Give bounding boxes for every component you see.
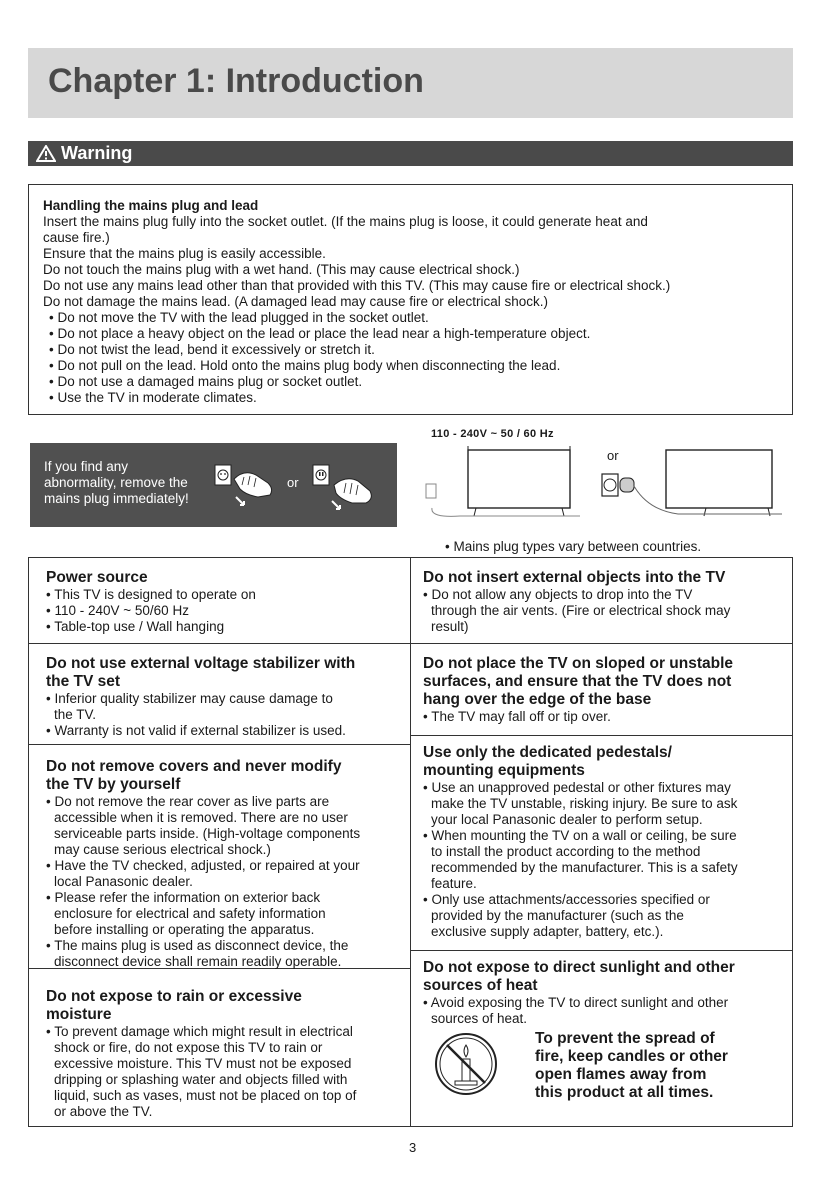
heading-line: sources of heat	[423, 977, 538, 994]
text-line: make the TV unstable, risking injury. Be sure to ask	[431, 796, 738, 811]
covers-section	[46, 758, 360, 970]
heading-line: mounting equipments	[423, 762, 585, 779]
section-text	[423, 780, 738, 940]
section-heading	[46, 655, 355, 691]
heading-line: Do not place the TV on sloped or unstable	[423, 655, 734, 672]
text-line: • This TV is designed to operate on	[46, 587, 256, 602]
pedestals-section	[423, 744, 738, 940]
row-divider	[410, 950, 792, 951]
text-line: your local Panasonic dealer to perform setup.	[431, 812, 703, 827]
heading-line: Do not expose to rain or excessive	[46, 988, 302, 1005]
text-line: • Table-top use / Wall hanging	[46, 619, 225, 634]
text-line: serviceable parts inside. (High-voltage components	[54, 826, 361, 841]
unplug-hand-icon	[214, 463, 282, 511]
candle-line: To prevent the spread of	[535, 1030, 715, 1047]
section-heading	[423, 959, 735, 995]
warning-triangle-icon	[36, 145, 56, 162]
heading-line: Do not insert external objects into the TV	[423, 569, 726, 586]
section-text	[46, 794, 360, 970]
text-line: through the air vents. (Fire or electrical shock may	[431, 603, 731, 618]
warning-banner	[28, 141, 793, 166]
text-line: • To prevent damage which might result in electrical	[46, 1024, 353, 1039]
tv-plug-alt-illustration	[598, 446, 783, 520]
text-line: exclusive supply adapter, battery, etc.).	[431, 924, 664, 939]
text-line: • Inferior quality stabilizer may cause damage to	[46, 691, 333, 706]
stabilizer-section	[46, 655, 355, 739]
text-line: dripping or splashing water and objects filled with	[54, 1072, 348, 1087]
voltage-label: 110 - 240V ~ 50 / 60 Hz	[431, 428, 554, 440]
abnormality-line: abnormality, remove the	[44, 475, 188, 490]
abnormality-notice	[30, 443, 397, 527]
text-line: • Warranty is not valid if external stabilizer is used.	[46, 723, 346, 738]
mains-line: cause fire.)	[43, 230, 110, 245]
section-heading	[423, 744, 738, 780]
text-line: to install the product according to the method	[431, 844, 701, 859]
text-line: before installing or operating the apparatus.	[54, 922, 315, 937]
section-heading	[46, 569, 256, 587]
sloped-surface-section	[423, 655, 733, 725]
text-line: • Do not allow any objects to drop into the TV	[423, 587, 693, 602]
mains-line: Insert the mains plug fully into the socket outlet. (If the mains plug is loose, it could generate heat and	[43, 214, 648, 229]
mains-line: Do not damage the mains lead. (A damaged lead may cause fire or electrical shock.)	[43, 294, 549, 309]
text-line: enclosure for electrical and safety information	[54, 906, 326, 921]
mains-bullet: • Do not pull on the lead. Hold onto the mains plug body when disconnecting the lead.	[49, 358, 561, 373]
mains-bullet: • Do not place a heavy object on the lead or place the lead near a high-temperature object.	[49, 326, 591, 341]
abnormality-text	[44, 459, 189, 507]
chapter-header	[28, 48, 793, 118]
text-line: • 110 - 240V ~ 50/60 Hz	[46, 603, 189, 618]
text-line: recommended by the manufacturer. This is a safety	[431, 860, 738, 875]
rain-moisture-section	[46, 988, 356, 1120]
text-line: liquid, such as vases, must not be placed on top of	[54, 1088, 357, 1103]
row-divider	[29, 744, 410, 745]
sunlight-heat-section	[423, 959, 735, 1027]
heading-line: hang over the edge of the base	[423, 691, 652, 708]
text-line: excessive moisture. This TV must not be exposed	[54, 1056, 352, 1071]
mains-line: Ensure that the mains plug is easily accessible.	[43, 246, 326, 261]
text-line: • Avoid exposing the TV to direct sunlight and other	[423, 995, 729, 1010]
mains-line: Do not use any mains lead other than that provided with this TV. (This may cause fire or electrical shock.)	[43, 278, 671, 293]
text-line: feature.	[431, 876, 477, 891]
warning-label: Warning	[61, 143, 133, 163]
heading-line: Power source	[46, 569, 148, 586]
section-text	[46, 1024, 356, 1120]
text-line: disconnect device shall remain readily operable.	[54, 954, 342, 969]
text-line: result)	[431, 619, 469, 634]
or-label: or	[607, 448, 619, 463]
text-line: local Panasonic dealer.	[54, 874, 193, 889]
no-candle-icon	[433, 1031, 499, 1097]
mains-plug-text	[43, 214, 670, 406]
mains-plug-title: Handling the mains plug and lead	[43, 198, 259, 213]
page-number: 3	[409, 1140, 417, 1155]
mains-bullet: • Do not use a damaged mains plug or socket outlet.	[49, 374, 363, 389]
or-label: or	[287, 475, 299, 490]
mains-plug-section	[28, 184, 793, 415]
section-heading	[423, 655, 733, 709]
safety-grid	[28, 557, 793, 1127]
heading-line: Use only the dedicated pedestals/	[423, 744, 672, 761]
tv-plug-illustration	[420, 446, 585, 520]
heading-line: moisture	[46, 1006, 112, 1023]
section-text	[423, 995, 735, 1027]
candle-line: fire, keep candles or other	[535, 1048, 728, 1065]
mains-line: Do not touch the mains plug with a wet hand. (This may cause electrical shock.)	[43, 262, 520, 277]
candle-line: open flames away from	[535, 1066, 707, 1083]
text-line: provided by the manufacturer (such as the	[431, 908, 684, 923]
text-line: accessible when it is removed. There are no user	[54, 810, 348, 825]
text-line: • The mains plug is used as disconnect device, the	[46, 938, 349, 953]
heading-line: Do not remove covers and never modify	[46, 758, 342, 775]
candle-line: this product at all times.	[535, 1084, 714, 1101]
heading-line: Do not expose to direct sunlight and other	[423, 959, 735, 976]
text-line: • Please refer the information on exterior back	[46, 890, 321, 905]
heading-line: surfaces, and ensure that the TV does not	[423, 673, 732, 690]
row-divider	[29, 643, 792, 644]
heading-line: Do not use external voltage stabilizer with	[46, 655, 356, 672]
page-title: Chapter 1: Introduction	[48, 62, 424, 100]
section-heading	[423, 569, 730, 587]
text-line: • Have the TV checked, adjusted, or repaired at your	[46, 858, 360, 873]
text-line: the TV.	[54, 707, 97, 722]
section-text	[46, 691, 355, 739]
heading-line: the TV by yourself	[46, 776, 181, 793]
abnormality-line: If you find any	[44, 459, 129, 474]
text-line: may cause serious electrical shock.)	[54, 842, 271, 857]
text-line: • Use an unapproved pedestal or other fixtures may	[423, 780, 731, 795]
text-line: or above the TV.	[54, 1104, 153, 1119]
mains-bullet: • Do not twist the lead, bend it excessively or stretch it.	[49, 342, 375, 357]
heading-line: the TV set	[46, 673, 121, 690]
text-line: • Only use attachments/accessories specified or	[423, 892, 710, 907]
mains-bullet: • Use the TV in moderate climates.	[49, 390, 257, 405]
section-text	[423, 709, 733, 725]
unplug-socket-hand-icon	[312, 463, 380, 513]
text-line: shock or fire, do not expose this TV to rain or	[54, 1040, 323, 1055]
text-line: • The TV may fall off or tip over.	[423, 709, 611, 724]
text-line: • Do not remove the rear cover as live parts are	[46, 794, 330, 809]
power-source-section	[46, 569, 256, 635]
insert-objects-section	[423, 569, 730, 635]
mains-bullet: • Do not move the TV with the lead plugged in the socket outlet.	[49, 310, 429, 325]
section-text	[46, 587, 256, 635]
abnormality-line: mains plug immediately!	[44, 491, 189, 506]
text-line: sources of heat.	[431, 1011, 528, 1026]
section-heading	[46, 758, 360, 794]
text-line: • When mounting the TV on a wall or ceiling, be sure	[423, 828, 737, 843]
plug-types-note: • Mains plug types vary between countries.	[445, 539, 702, 554]
section-heading	[46, 988, 356, 1024]
section-text	[423, 587, 730, 635]
row-divider	[410, 735, 792, 736]
candle-warning-text	[535, 1030, 728, 1102]
